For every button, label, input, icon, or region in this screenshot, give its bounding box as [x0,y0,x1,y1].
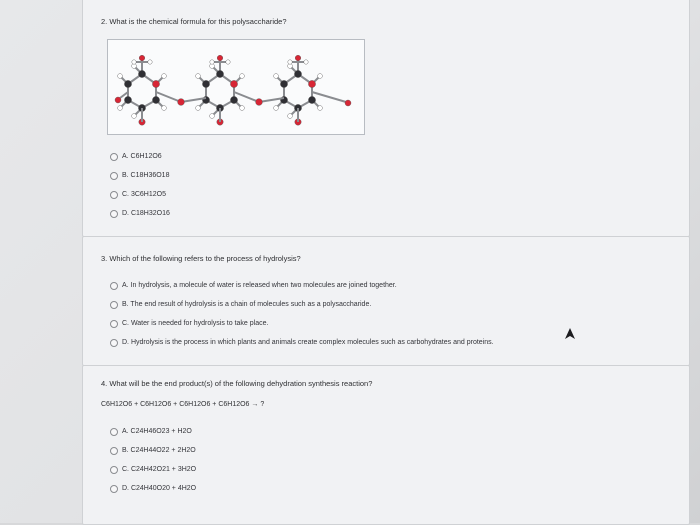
radio-button[interactable] [110,153,118,161]
q4-option-c-label: C. C24H42O21 + 3H2O [122,466,197,473]
q2-option-d[interactable] [110,204,170,223]
q4-option-d[interactable] [110,479,196,498]
q2-option-a-label: A. C6H12O6 [122,153,162,160]
q3-option-d-label: D. Hydrolysis is the process in which plants and animals create complex molecules such as carbohydrates and proteins. [122,339,494,346]
radio-button[interactable] [110,447,118,455]
radio-button[interactable] [110,210,118,218]
radio-button[interactable] [110,282,118,290]
q3-option-b[interactable] [110,295,494,314]
question-2-options [110,147,170,223]
q3-option-b-label: B. The end result of hydrolysis is a chain of molecules such as a polysaccharide. [122,301,372,308]
q2-option-b[interactable] [110,166,170,185]
molecule-model-icon [108,40,364,134]
question-4-card [82,365,690,525]
q4-option-c[interactable] [110,460,196,479]
question-4-options [110,422,196,498]
question-2-card [82,0,690,237]
reaction-equation: C6H12O6 + C6H12O6 + C6H12O6 + C6H12O6 → ? [101,401,265,408]
radio-button[interactable] [110,466,118,474]
radio-button[interactable] [110,428,118,436]
radio-button[interactable] [110,485,118,493]
radio-button[interactable] [110,172,118,180]
q4-option-d-label: D. C24H40O20 + 4H2O [122,485,197,492]
radio-button[interactable] [110,191,118,199]
question-3-text: 3. Which of the following refers to the process of hydrolysis? [101,254,301,263]
question-2-text: 2. What is the chemical formula for this polysaccharide? [101,17,287,26]
q4-option-b-label: B. C24H44O22 + 2H2O [122,447,196,454]
q2-option-d-label: D. C18H32O16 [122,210,170,217]
q3-option-a[interactable] [110,276,494,295]
q4-option-a-label: A. C24H46O23 + H2O [122,428,192,435]
radio-button[interactable] [110,320,118,328]
radio-button[interactable] [110,301,118,309]
radio-button[interactable] [110,339,118,347]
q3-option-d[interactable] [110,333,494,352]
q2-option-a[interactable] [110,147,170,166]
q3-option-c[interactable] [110,314,494,333]
q2-option-b-label: B. C18H36O18 [122,172,170,179]
q4-option-b[interactable] [110,441,196,460]
q3-option-a-label: A. In hydrolysis, a molecule of water is released when two molecules are joined together. [122,282,397,289]
q3-option-c-label: C. Water is needed for hydrolysis to take place. [122,320,269,327]
q4-option-a[interactable] [110,422,196,441]
question-3-card [82,236,690,366]
q2-option-c[interactable] [110,185,170,204]
q2-option-c-label: C. 3C6H12O5 [122,191,166,198]
pointer-cursor-icon [564,327,576,341]
question-4-text: 4. What will be the end product(s) of the following dehydration synthesis reaction? [101,379,373,388]
question-3-options [110,276,494,352]
polysaccharide-molecule-image [107,39,365,135]
